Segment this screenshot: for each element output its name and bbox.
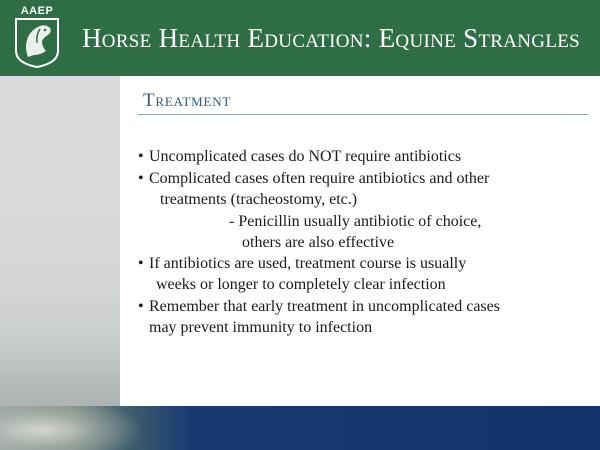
page-title: Horse Health Education: Equine Strangles — [82, 23, 581, 53]
bullet-item — [138, 168, 588, 210]
bullet-item — [138, 253, 588, 295]
section-title: Treatment — [143, 90, 232, 111]
header-band — [0, 0, 600, 76]
bullet-text-continued: weeks or longer to completely clear infection — [156, 276, 446, 293]
sub-bullet-text: - Penicillin usually antibiotic of choice, — [229, 213, 482, 230]
sub-bullet-text-continued: others are also effective — [242, 234, 395, 251]
bullet-item — [138, 146, 588, 167]
sub-bullet-item — [229, 211, 588, 253]
bullet-marker: • — [138, 298, 144, 315]
bullet-item — [138, 296, 588, 338]
section-divider — [138, 114, 588, 115]
bullet-text: Uncomplicated cases do NOT require antibiotics — [149, 148, 462, 165]
bullet-text: If antibiotics are used, treatment course is usually — [149, 255, 467, 272]
bullet-text: Complicated cases often require antibiotics and other — [149, 170, 490, 187]
footer-horse-image — [0, 400, 140, 450]
horse-head-icon — [6, 5, 68, 69]
bullet-marker: • — [138, 148, 144, 165]
bullet-list — [138, 146, 588, 339]
left-sidebar-fade — [0, 330, 120, 406]
aaep-logo — [6, 5, 68, 69]
bullet-text-continued: treatments (tracheostomy, etc.) — [160, 191, 358, 208]
logo-text: AAEP — [20, 5, 54, 17]
bullet-text-continued: may prevent immunity to infection — [149, 319, 373, 336]
bullet-text: Remember that early treatment in uncomplicated cases — [149, 298, 500, 315]
bullet-marker: • — [138, 170, 144, 187]
bullet-marker: • — [138, 255, 144, 272]
